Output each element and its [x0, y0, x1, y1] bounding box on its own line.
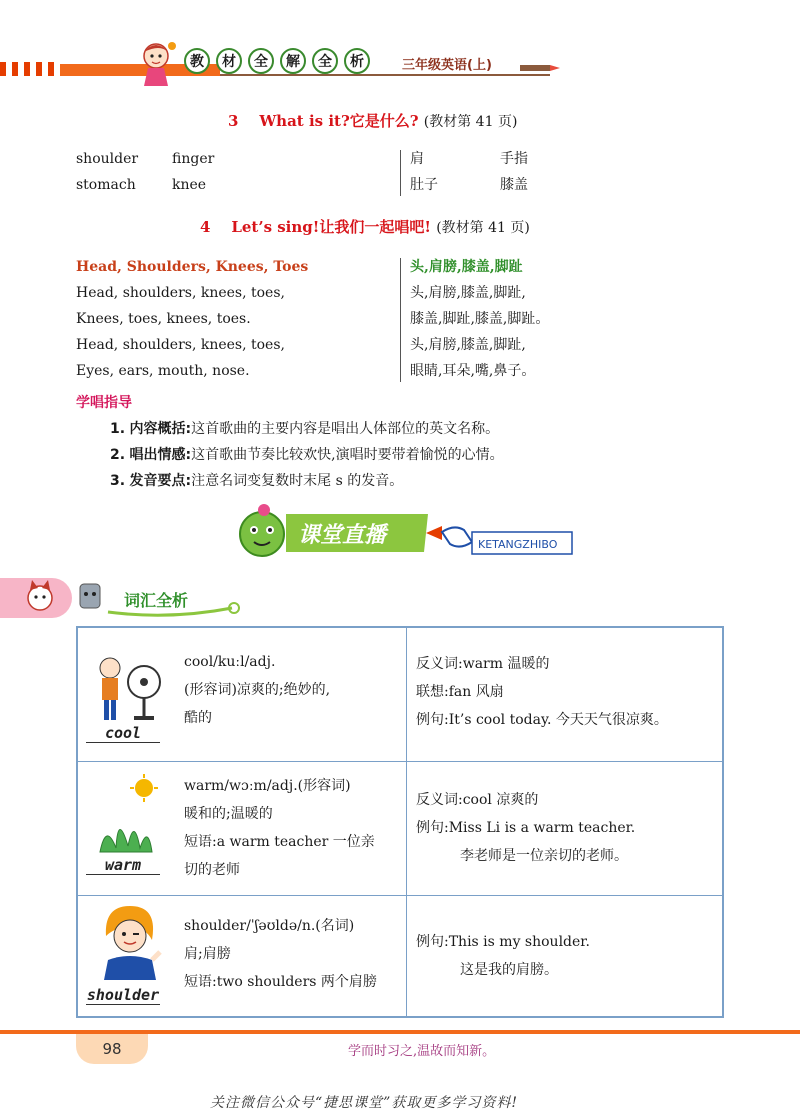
lyric-line-cn: 头,肩膀,膝盖,脚趾,	[410, 337, 526, 353]
definition-line: warm/wɔːm/adj.(形容词)	[184, 778, 351, 794]
definition-line: 肩;肩膀	[184, 946, 231, 962]
vocab-header	[0, 572, 260, 620]
guide-item-text: 这首歌曲节奏比较欢快,演唱时要带着愉悦的心情。	[191, 447, 504, 463]
note-line: 例句:This is my shoulder.	[416, 934, 590, 950]
note-line: 例句:It’s cool today. 今天天气很凉爽。	[416, 712, 668, 728]
word-notes	[416, 650, 716, 734]
series-char: 全	[248, 48, 274, 74]
note-line: 例句:Miss Li is a warm teacher.	[416, 820, 636, 836]
note-line: 李老师是一位亲切的老师。	[460, 848, 628, 864]
lyric-line-en: Head, shoulders, knees, toes,	[76, 337, 285, 353]
guide-item	[110, 470, 403, 492]
cell-divider	[406, 762, 407, 895]
guide-item-text: 注意名词变复数时末尾 s 的发音。	[191, 473, 404, 489]
lyric-line-cn: 眼睛,耳朵,嘴,鼻子。	[410, 363, 536, 379]
column-divider	[400, 258, 401, 382]
section-3-title	[228, 110, 517, 131]
cartoon-girl-icon	[130, 36, 182, 88]
lyric-line-en: Head, shoulders, knees, toes,	[76, 285, 285, 301]
vocab-en-list	[76, 146, 214, 198]
definition-line: 酷的	[184, 710, 212, 726]
cell-divider	[406, 896, 407, 1018]
definition-line: shoulder/ˈʃəʊldə/n.(名词)	[184, 918, 355, 934]
classroom-live-banner	[228, 502, 576, 560]
textbook-page-ref: (教材第 41 页)	[436, 220, 530, 236]
watermark-text: 关注微信公众号“捷思课堂”获取更多学习资料!	[210, 1095, 518, 1111]
guide-item	[110, 444, 504, 466]
word-cn: 肚子	[410, 177, 438, 193]
note-line: 反义词:cool 凉爽的	[416, 792, 539, 808]
word-label: cool	[86, 724, 160, 743]
section-heading: What is it?它是什么?	[259, 112, 419, 130]
vocab-table	[76, 626, 724, 1018]
page-number: 98	[76, 1034, 148, 1064]
header-checker-pattern	[0, 62, 60, 76]
table-row	[78, 762, 722, 896]
guide-item-number: 1.	[110, 421, 126, 437]
word-cn: 手指	[500, 151, 528, 167]
lyric-line-cn: 头,肩膀,膝盖,脚趾,	[410, 285, 526, 301]
word-cn: 膝盖	[500, 177, 528, 193]
word-definition	[184, 648, 402, 732]
note-line: 联想:fan 风扇	[416, 684, 504, 700]
girl-shoulder-icon	[86, 900, 172, 1000]
word-label: warm	[86, 856, 160, 875]
section-number: 4	[200, 218, 211, 236]
word-en: finger	[172, 151, 215, 167]
textbook-page-ref: (教材第 41 页)	[423, 114, 518, 130]
section-number: 3	[228, 112, 239, 130]
note-line: 反义词:warm 温暖的	[416, 656, 550, 672]
word-en: knee	[172, 177, 207, 193]
word-label: shoulder	[86, 986, 160, 1004]
guide-item-text: 这首歌曲的主要内容是唱出人体部位的英文名称。	[191, 421, 500, 437]
series-char: 析	[344, 48, 370, 74]
lyric-line-en: Knees, toes, knees, toes.	[76, 311, 251, 327]
pointing-hand-icon	[442, 527, 472, 546]
definition-line: 短语:a warm teacher 一位亲	[184, 834, 375, 850]
word-cn: 肩	[410, 151, 424, 167]
guide-item-heading: 发音要点:	[129, 473, 192, 489]
grade-subtitle: 三年级英语(上)	[402, 58, 492, 73]
vocab-cn-list	[410, 146, 528, 198]
guide-item	[110, 418, 499, 440]
singing-guide-title: 学唱指导	[76, 395, 132, 411]
banner-title: 课堂直播	[298, 523, 387, 548]
cell-divider	[406, 628, 407, 761]
definition-line: cool/kuːl/adj.	[184, 654, 276, 670]
guide-item-number: 3.	[110, 473, 126, 489]
song-title-en: Head, Shoulders, Knees, Toes	[76, 259, 309, 275]
banner-pinyin: KETANGZHIBO	[478, 538, 558, 551]
header-rule	[220, 74, 550, 76]
page-header	[0, 0, 800, 90]
footer-motto: 学而时习之,温故而知新。	[348, 1044, 496, 1059]
word-en: shoulder	[76, 151, 139, 167]
guide-item-heading: 唱出情感:	[129, 447, 192, 463]
section-4-title	[200, 216, 530, 237]
series-char: 材	[216, 48, 242, 74]
section-heading: Let’s sing!让我们一起唱吧!	[231, 218, 431, 236]
definition-line: 切的老师	[184, 862, 240, 878]
word-notes	[416, 786, 716, 870]
series-title	[184, 48, 370, 74]
song-lyrics-en	[76, 254, 308, 384]
series-char: 全	[312, 48, 338, 74]
lyric-line-en: Eyes, ears, mouth, nose.	[76, 363, 250, 379]
table-row	[78, 628, 722, 762]
word-en: stomach	[76, 177, 136, 193]
vocab-title: 词汇全析	[124, 591, 189, 610]
series-char: 解	[280, 48, 306, 74]
guide-item-heading: 内容概括:	[129, 421, 192, 437]
robot-icon	[80, 584, 100, 608]
guide-item-number: 2.	[110, 447, 126, 463]
green-mascot-icon	[240, 504, 284, 556]
definition-line: 暖和的;温暖的	[184, 806, 273, 822]
definition-line: 短语:two shoulders 两个肩膀	[184, 974, 377, 990]
column-divider	[400, 150, 401, 196]
pencil-icon	[520, 62, 560, 74]
series-char: 教	[184, 48, 210, 74]
cat-face-icon	[28, 580, 52, 610]
note-line: 这是我的肩膀。	[460, 962, 558, 978]
word-notes	[416, 928, 716, 984]
lyric-line-cn: 膝盖,脚趾,膝盖,脚趾。	[410, 311, 550, 327]
song-lyrics-cn	[410, 254, 549, 384]
word-definition	[184, 912, 402, 996]
word-definition	[184, 772, 402, 884]
song-title-cn: 头,肩膀,膝盖,脚趾	[410, 259, 523, 275]
table-row	[78, 896, 722, 1018]
definition-line: (形容词)凉爽的;绝妙的,	[184, 682, 331, 698]
